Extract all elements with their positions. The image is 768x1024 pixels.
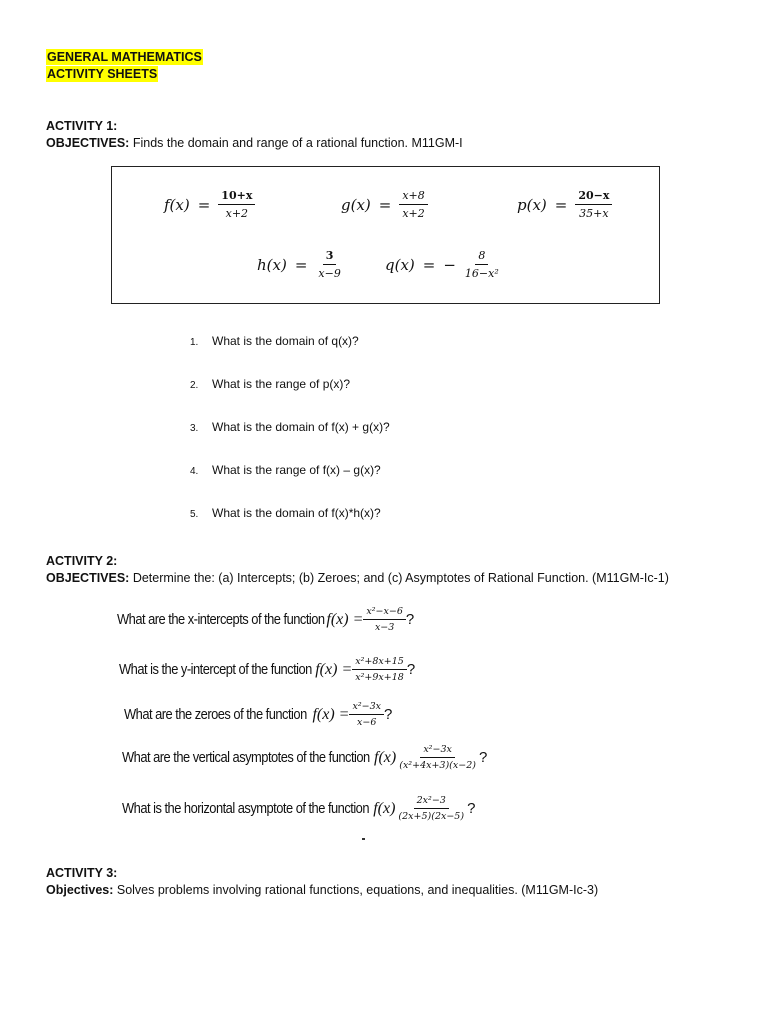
fraction-numerator: x²−3x [420, 744, 455, 758]
question-prompt: What is the horizontal asymptote of the function [122, 800, 370, 817]
doc-title: GENERAL MATHEMATICS [47, 50, 202, 64]
question-text: What is the domain of f(x)*h(x)? [212, 506, 381, 520]
activity2-objective [46, 570, 669, 586]
question-text: What is the range of p(x)? [212, 377, 351, 391]
question-mark: ? [384, 706, 393, 723]
function-g-fraction [399, 189, 427, 220]
list-item [190, 505, 381, 523]
activity2-question-2 [119, 656, 415, 683]
function-h [257, 249, 344, 280]
function-f-lhs: f(x) [164, 195, 190, 214]
function-h-fraction [315, 249, 343, 280]
activity1-objective-label: OBJECTIVES: [46, 136, 130, 150]
function-p-denominator: 35+x [579, 207, 609, 220]
question-fraction [396, 744, 479, 771]
function-p-fraction [575, 189, 612, 220]
function-f [164, 189, 255, 220]
doc-subtitle: ACTIVITY SHEETS [47, 67, 158, 81]
activity3-objective-text: Solves problems involving rational functions, equations, and inequalities. (M11GM-Ic-3) [113, 883, 599, 897]
function-p-lhs: p(x) [517, 195, 547, 214]
list-item [190, 333, 359, 351]
fraction-numerator: 2x²−3 [414, 795, 449, 809]
function-q-numerator: 8 [475, 249, 488, 265]
question-number: 1. [190, 337, 199, 348]
question-text: What is the domain of q(x)? [212, 334, 359, 348]
activity2-question-4 [122, 744, 487, 771]
question-fraction [395, 795, 467, 822]
function-label: f(x) = [326, 610, 364, 628]
question-prompt: What are the zeroes of the function [124, 706, 307, 723]
fraction-denominator: x−3 [374, 622, 395, 633]
question-mark: ? [406, 661, 416, 678]
function-p-eq: = [554, 195, 568, 214]
function-q-fraction [462, 249, 502, 280]
function-label: f(x) = [312, 705, 350, 723]
function-g-lhs: g(x) [341, 195, 371, 214]
question-text: What is the range of f(x) – g(x)? [212, 463, 381, 477]
function-p [517, 189, 612, 220]
question-fraction [349, 701, 384, 728]
function-q-eq: = [422, 255, 436, 274]
stray-mark [362, 838, 365, 840]
function-g [341, 189, 428, 220]
question-number: 2. [190, 380, 199, 391]
activity2-objective-text: Determine the: (a) Intercepts; (b) Zeroes; and (c) Asymptotes of Rational Function. (M11GM-Ic-1) [129, 571, 669, 585]
activity2-question-3 [124, 701, 392, 728]
function-q-minus: − [443, 255, 456, 274]
question-number: 4. [190, 466, 199, 477]
question-mark: ? [478, 749, 488, 766]
function-g-denominator: x+2 [402, 207, 425, 220]
function-h-numerator: 3 [323, 249, 337, 265]
question-fraction [352, 656, 407, 683]
fraction-denominator: x−6 [357, 717, 377, 728]
fraction-denominator: (x²+4x+3)(x−2) [399, 760, 476, 771]
function-g-eq: = [378, 195, 392, 214]
function-g-numerator: x+8 [399, 189, 427, 205]
function-h-denominator: x−9 [318, 267, 341, 280]
activity2-heading: ACTIVITY 2: [46, 554, 118, 568]
fraction-denominator: (2x+5)(2x−5) [398, 811, 465, 822]
activity1-objective [46, 135, 463, 151]
question-fraction [363, 606, 406, 633]
function-f-eq: = [197, 195, 211, 214]
question-mark: ? [467, 800, 476, 817]
function-q [385, 249, 502, 280]
question-prompt: What is the y-intercept of the function [119, 661, 312, 678]
question-number: 3. [190, 423, 199, 434]
question-number: 5. [190, 509, 199, 520]
list-item [190, 462, 381, 480]
function-label: f(x) [374, 748, 397, 766]
functions-box [111, 166, 660, 304]
function-label: f(x) [373, 799, 396, 817]
fraction-denominator: x²+9x+18 [355, 672, 404, 683]
function-h-lhs: h(x) [257, 255, 287, 274]
question-text: What is the domain of f(x) + g(x)? [212, 420, 390, 434]
function-q-denominator: 16−x² [464, 267, 499, 280]
function-q-lhs: q(x) [385, 255, 415, 274]
activity1-objective-text: Finds the domain and range of a rational function. M11GM-I [129, 136, 463, 150]
question-mark: ? [405, 611, 415, 628]
activity3-heading: ACTIVITY 3: [46, 866, 118, 880]
question-prompt: What are the vertical asymptotes of the function [122, 749, 370, 766]
activity3-objective-label: Objectives: [46, 883, 114, 897]
question-prompt: What are the x-intercepts of the function [117, 611, 325, 628]
function-f-numerator: 10+x [218, 189, 255, 205]
activity2-question-1 [117, 606, 414, 633]
function-f-fraction [218, 189, 255, 220]
function-f-denominator: x+2 [225, 207, 249, 220]
list-item [190, 419, 390, 437]
fraction-numerator: x²−x−6 [363, 606, 406, 620]
function-h-eq: = [294, 255, 308, 274]
activity1-heading: ACTIVITY 1: [46, 119, 118, 133]
function-p-numerator: 20−x [575, 189, 612, 205]
activity2-question-5 [122, 795, 475, 822]
list-item [190, 376, 350, 394]
function-label: f(x) = [315, 660, 353, 678]
fraction-numerator: x²+8x+15 [352, 656, 407, 670]
fraction-numerator: x²−3x [349, 701, 384, 715]
activity3-objective [46, 882, 598, 898]
activity2-objective-label: OBJECTIVES: [46, 571, 130, 585]
